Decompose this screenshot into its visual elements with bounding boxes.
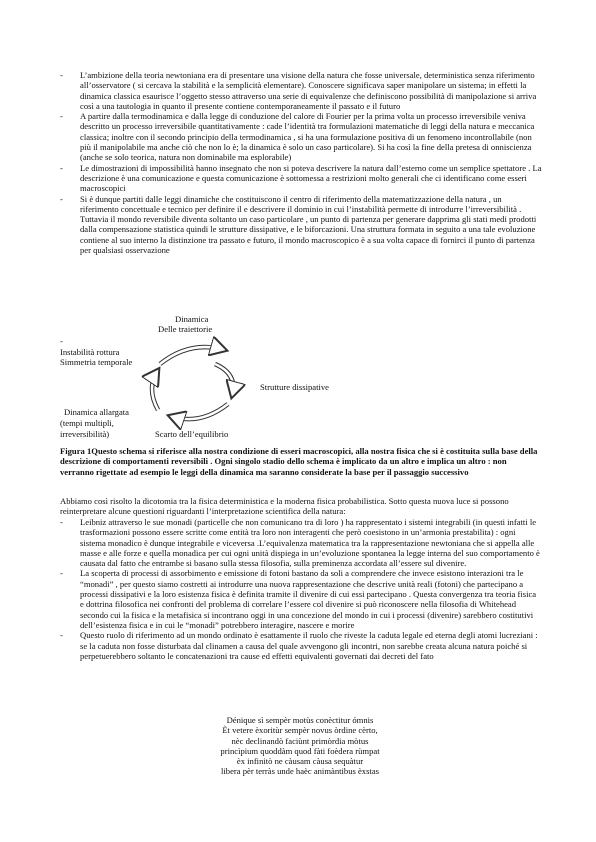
diagram-label-top-2: Delle traiettorie: [158, 324, 213, 334]
cycle-arrows-graphic: [60, 312, 542, 440]
bullet-dash: -: [60, 162, 63, 173]
list-item: [60, 163, 542, 194]
list-item-text: Si è dunque partiti dalle leggi dinamiche che costituiscono il centro di riferimento della matematizzazione della natura , un riferimento concettuale e tecnico per definire il e descrivere il dominio in cui l’instabilità permette di introdurre l’irreversibilità . Tuttavia il mondo reversibile diventa soltanto un caso particolare , un punto di partenza per generare dapprima gli stati medi prodotti dalla compensazione statistica quindi le strutture dissipative, e le biforcazioni. Una struttura formata in seguito a una tale evoluzione contiene al suo interno la distinzione tra passato e futuro, il mondo macroscopico è a sua volta capace di fornirci il punto di partenza per qualsiasi osservazione: [80, 193, 537, 256]
bullet-dash: -: [60, 193, 63, 204]
latin-verse-block: [150, 715, 450, 777]
body-paragraph: Abbiamo così risolto la dicotomia tra la fisica deterministica e la moderna fisica probabilistica. Sotto questa nuova luce si possono reinterpretare alcune questioni riguardanti l’interpretazione scientifica della natura:: [60, 496, 509, 517]
diagram-label-top-1: Dinamica: [175, 314, 209, 324]
bullet-dash: -: [60, 568, 63, 579]
bullet-dash: -: [60, 70, 63, 80]
diagram-label-left-2: Simmetria temporale: [60, 357, 133, 367]
diagram-label-bottom-left-3: irreversibilità): [60, 429, 110, 439]
list-item-text: Le dimostrazioni di impossibilità hanno insegnato che non si poteva descrivere la natura dall’esterno come un semplice spettatore . La descrizione è una comunicazione e questa comunicazione è sottomessa a restrizioni molto generali che ci identificano come esseri macroscopici: [80, 162, 542, 194]
list-item: [60, 517, 542, 568]
bullet-dash: -: [60, 630, 63, 641]
arrow-top: [160, 347, 225, 364]
list-item-text: La scoperta di processi di assorbimento e emissione di fotoni bastano da soli a comprendere che invece esistono interazioni tra le “monadi” , per questo siamo costretti ai introdurre una nuova rappresentazione che descrive unità reali (fotoni) che partecipano a processi dissipativi e la loro esistenza fisica è definita tramite il divenire di cui essi partecipano . Questa convergenza tra teoria fisica e dottrina filosofica nei confronti del problema di correlare l’essere col divenire si può riconoscere nella filosofia di Whitehead secondo cui la fisica e la metafisica si incontrano oggi in una concezione del mondo in cui i processi (divenire) sarebbero costitutivi dell’esistenza fisica e in cui le “monadi” potrebbero interagire, nascere e morire: [80, 568, 537, 630]
list-item-text: Leibniz attraverso le sue monadi (particelle che non comunicano tra di loro ) ha rappresentato i sistemi integrabili (in questi infatti le trasformazioni possono essere scritte come entità tra loro non interagenti che però coesistono in un’armonia prestabilita) : ogni sistema monadico è dunque integrabile e viceversa .L’equivalenza matematica tra la rappresentazione newtoniana che si appella alle masse e alle forze e quella monadica per cui ogni unità dispiega in un’evoluzione spontanea la legge interna del suo comportamento è causata dal fatto che entrambe si basano sulla stessa filosofia, sulla preminenza accordata all’essere sul divenire.: [80, 517, 540, 569]
list-item: [60, 194, 542, 256]
list-item: [60, 630, 542, 661]
list-item: [60, 568, 542, 630]
verse-line: libera pèr terràs unde haèc animàntibus èxstas: [221, 766, 379, 777]
cycle-diagram: [60, 312, 542, 440]
diagram-label-bottom: Scarto dell’equilibrio: [155, 429, 229, 439]
intro-bullet-list: [60, 70, 542, 255]
figure-caption: Figura 1Questo schema si riferisce alla nostra condizione di esseri macroscopici, alla nostra fisica che si è costituita sulla base della descrizione di comportamenti reversibili . Ogni singolo stadio dello schema è implicato da un altro e implica un altro : non verranno rigettate ad esempio le leggi della dinamica ma saranno considerate la base per il passaggio successivo: [60, 446, 538, 477]
body-bullet-list: [60, 517, 542, 661]
diagram-label-bottom-left-2: (tempi multipli,: [60, 418, 114, 428]
list-item: [60, 111, 542, 162]
diagram-label-right: Strutture dissipative: [260, 382, 329, 392]
verse-line: èx infinitò ne càusam càusa sequàtur: [236, 756, 364, 767]
diagram-label-bottom-left-1: Dinamica allargata: [64, 407, 129, 417]
diagram-label-left-1: Instabilità rottura: [60, 347, 120, 357]
diagram-label-dash: -: [60, 336, 63, 346]
list-item-text: L’ambizione della teoria newtoniana era di presentare una visione della natura che fosse universale, deterministica senza riferimento all’osservatore ( si cercava la stabilità e la semplicità elementare). Conoscere significava saper manipolare un sistema; in effetti la dinamica classica esaurisce l’oggetto stesso attraverso una serie di equivalenze che definiscono possibilità di manipolazione si arriva così a una tautologia in quanto il presente contiene contemporaneamente il passato e il futuro: [80, 70, 537, 111]
list-item: [60, 70, 542, 111]
bullet-dash: -: [60, 111, 63, 122]
verse-line: nèc declinandò faciùnt primòrdia mòtus: [231, 735, 369, 746]
list-item-text: Questo ruolo di riferimento ad un mondo ordinato è esattamente il ruolo che riveste la caduta legale ed eterna degli atomi lucreziani : se la caduta non fosse disturbata dal clinamen a causa del quale avvengono gli incontri, non sarebbe creata alcuna natura poiché si perpetuerebbero soltanto le concatenazioni tra cause ed effetti equivalenti governati dai decreti del fato: [80, 630, 538, 661]
verse-line: Dénique sì sempèr motùs conèctitur ómnis: [226, 715, 374, 725]
verse-line: princìpium quoddàm quod fàti foèdera rùmpat: [220, 745, 380, 756]
bullet-dash: -: [60, 517, 63, 527]
list-item-text: A partire dalla termodinamica e dalla legge di conduzione del calore di Fourier per la prima volta un processo irreversibile veniva descritto un processo irreversibile quantitativamente : cade l’identità tra formulazioni matematiche di leggi della natura e meccanica classica; inoltre con il secondo principio della termodinamica , si ha una formulazione positiva di un fenomeno incontrollabile (non più il manipolabile ma anche ciò che non lo è; la dinamica è solo un caso particolare). Si ha così la fine della pretesa di onniscienza (anche se solo teorica, natura non dominabile ma esplorabile): [80, 111, 535, 163]
verse-line: Èt vetere èxoritùr sempèr novus òrdine cèrto,: [222, 725, 378, 736]
